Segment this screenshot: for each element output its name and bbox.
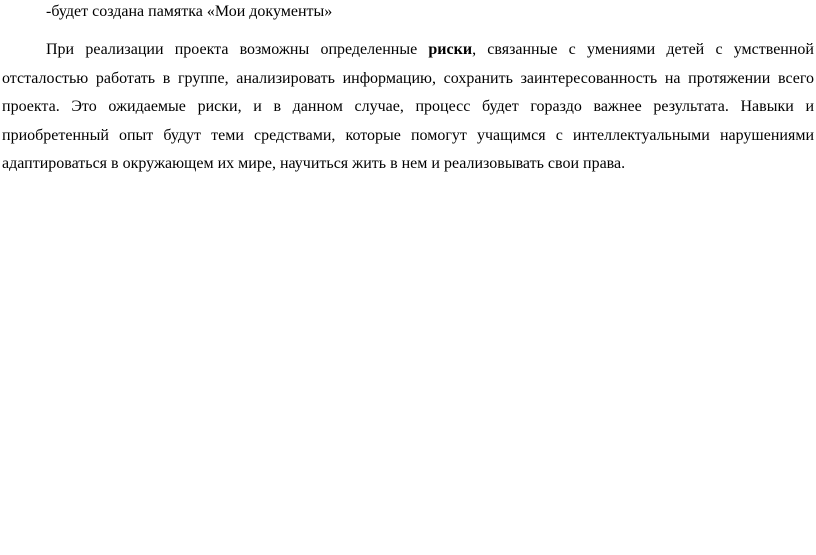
- body-paragraph: [2, 36, 814, 179]
- paragraph-text-start: При реализации проекта возможны определенные: [46, 41, 429, 58]
- paragraph-text-rest: , связанные с умениями детей с умственной отсталостью работать в группе, анализировать информацию, сохранить заинтересованность на протяжении всего проекта. Это ожидаемые риски, и в данном случае, процесс будет гораздо важнее результата. Навыки и приобретенный опыт будут теми средствами, которые помогут учащимся с интеллектуальными нарушениями адаптироваться в окружающем их мире, научиться жить в нем и реализовывать свои права.: [2, 41, 814, 172]
- list-item-memo: -будет создана памятка «Мои документы»: [46, 3, 333, 20]
- bold-word-risks: риски: [428, 41, 473, 58]
